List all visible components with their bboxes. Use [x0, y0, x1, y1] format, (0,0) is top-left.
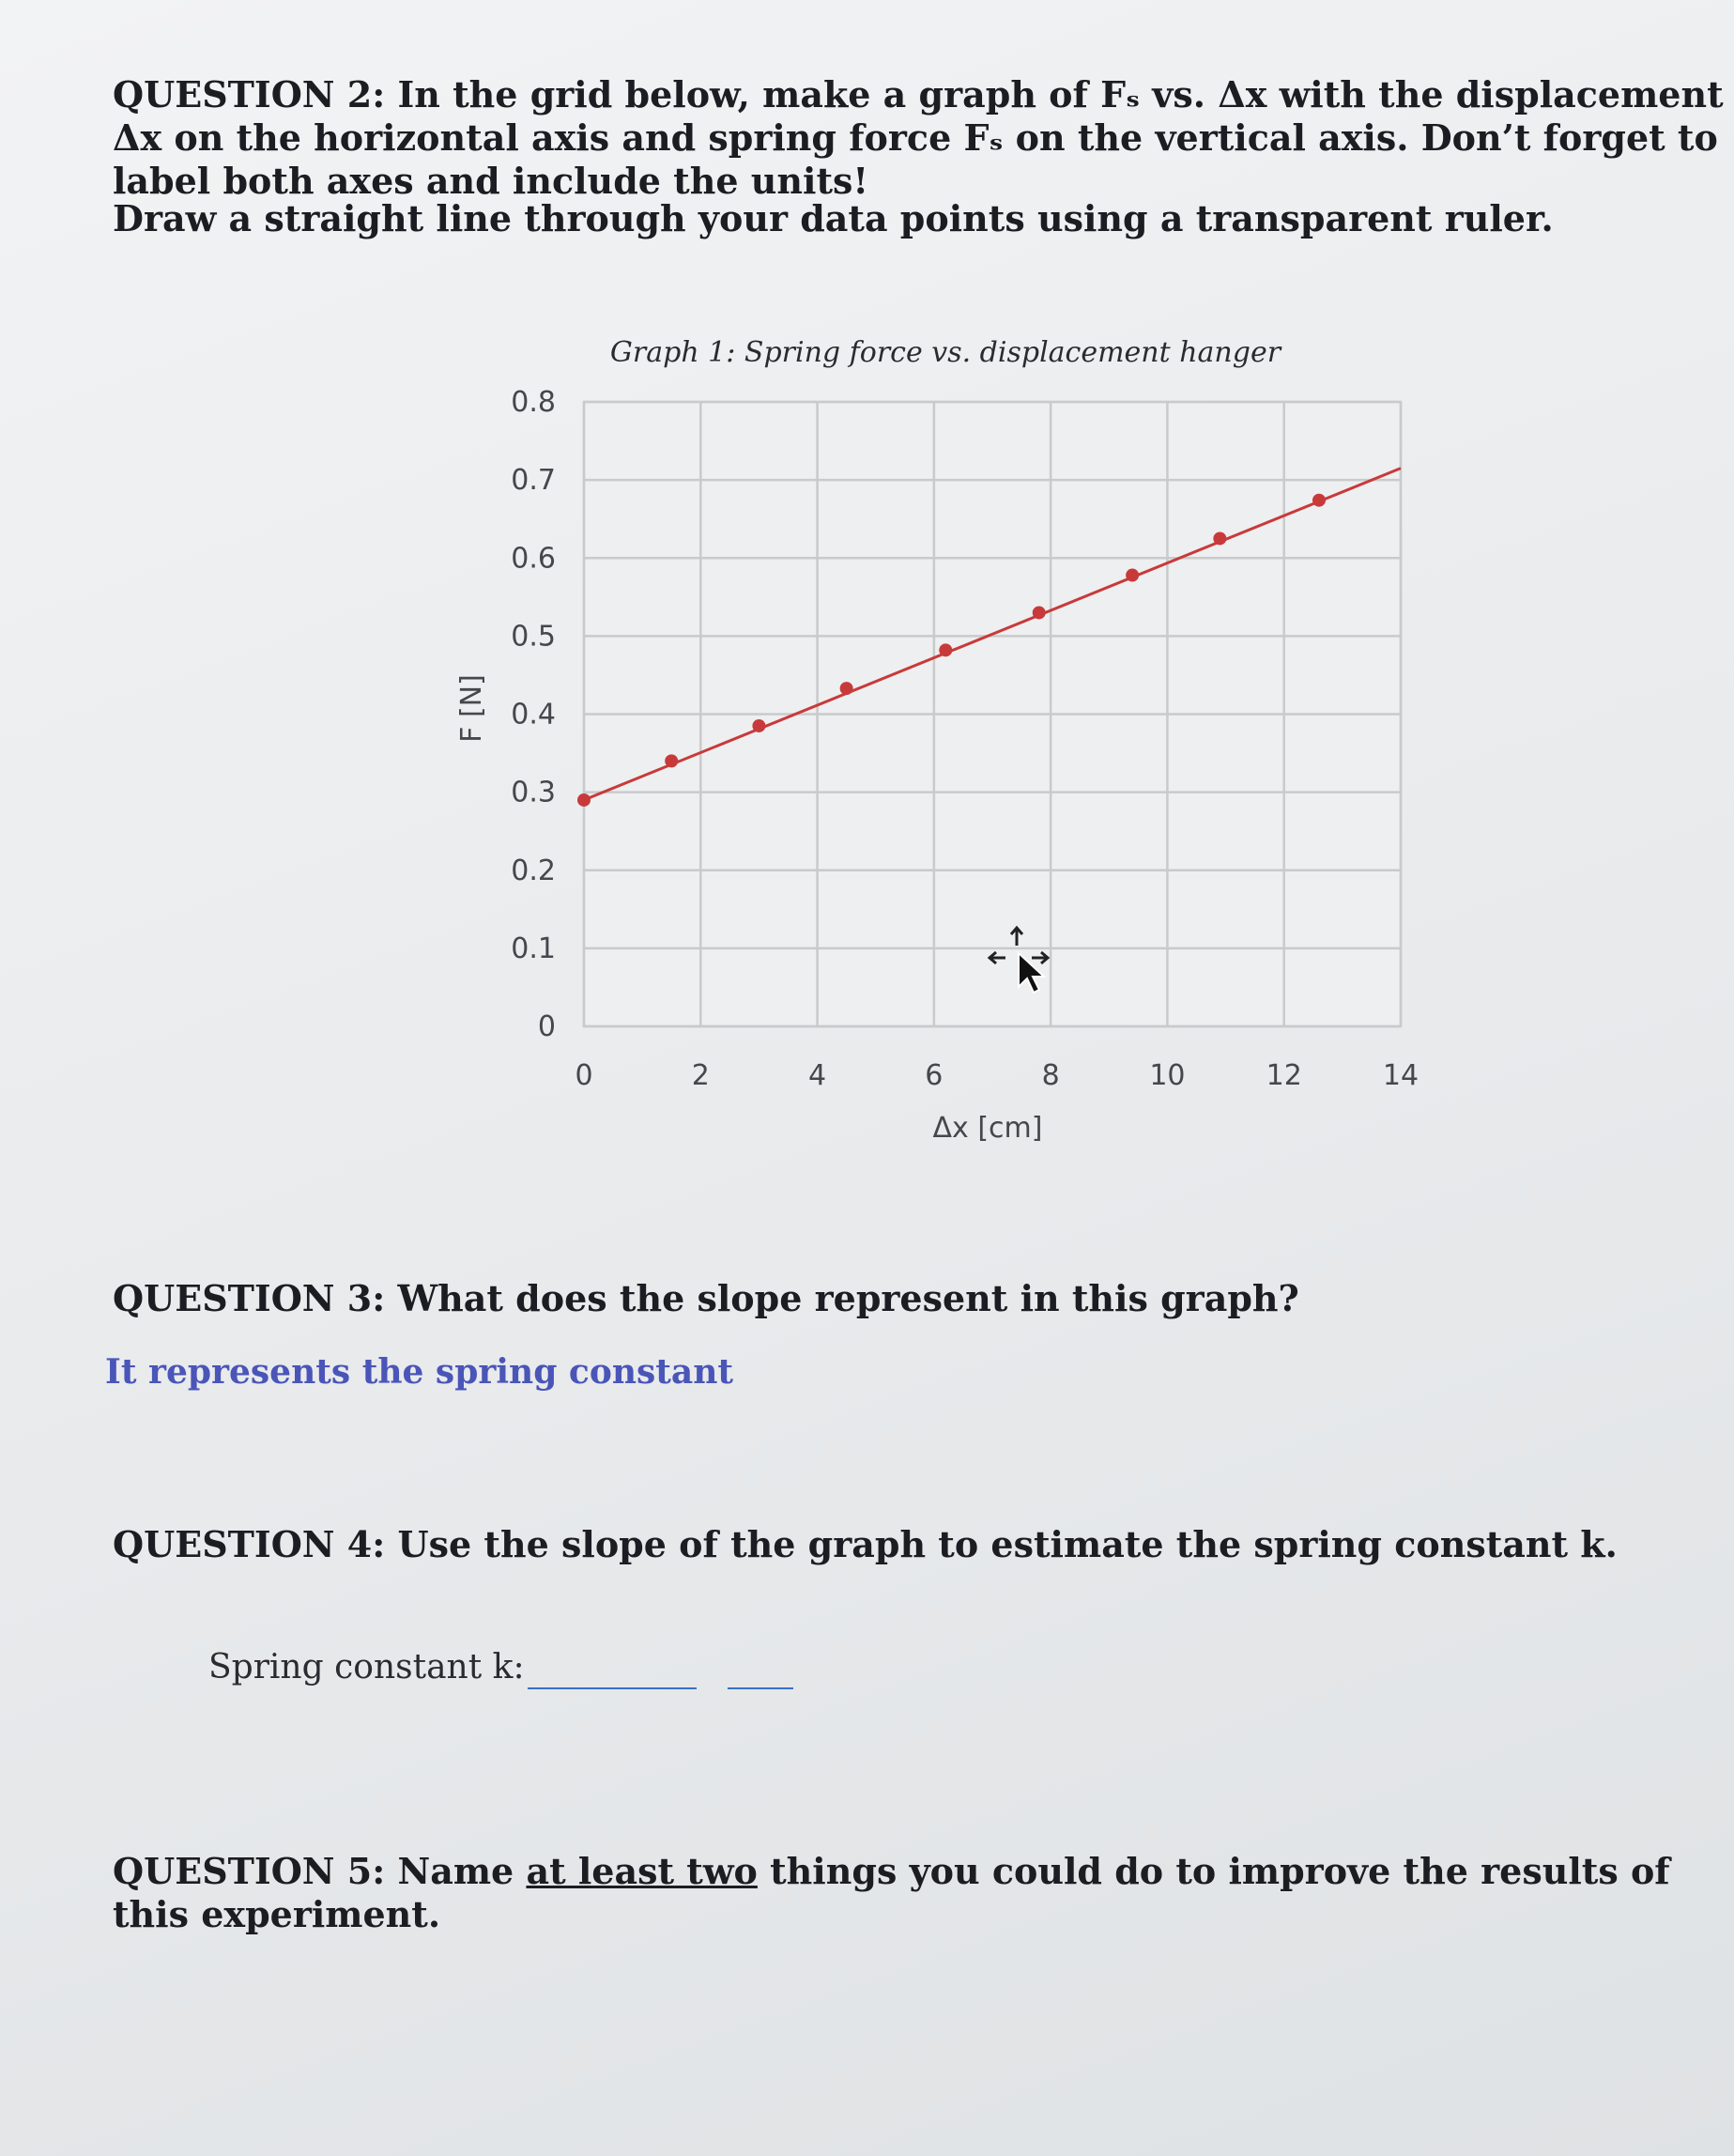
x-tick-label: 2 — [691, 1059, 710, 1092]
question-5-underlined: at least two — [526, 1850, 758, 1892]
question-4-text: Use the slope of the graph to estimate the spring constant k. — [397, 1523, 1618, 1565]
data-point — [1312, 494, 1326, 507]
question-5 — [113, 1850, 1734, 1936]
data-point — [577, 793, 591, 807]
x-tick-label: 6 — [925, 1059, 944, 1092]
x-tick-label: 0 — [575, 1059, 593, 1092]
answer-3-text[interactable]: It represents the spring constant — [105, 1352, 734, 1392]
y-tick-label: 0.1 — [511, 932, 556, 965]
spring-constant-label: Spring constant k: — [208, 1648, 525, 1686]
data-point — [665, 754, 678, 767]
spring-constant-answer-blank[interactable] — [528, 1687, 697, 1689]
x-tick-label: 4 — [808, 1059, 827, 1092]
data-point — [1126, 569, 1139, 582]
y-axis-label: F [N] — [455, 674, 488, 743]
x-tick-label: 14 — [1382, 1059, 1419, 1092]
x-tick-label: 8 — [1041, 1059, 1060, 1092]
data-point — [752, 719, 765, 732]
question-5-label: QUESTION 5: — [113, 1850, 386, 1892]
instruction-text: Draw a straight line through your data points using a transparent ruler. — [113, 197, 1554, 239]
data-point — [1213, 531, 1226, 545]
question-5-text-after: things you could do to improve the results of this experiment. — [113, 1850, 1670, 1935]
question-3-text: What does the slope represent in this graph? — [397, 1277, 1299, 1319]
question-4-label: QUESTION 4: — [113, 1523, 386, 1565]
y-tick-label: 0.3 — [511, 776, 556, 809]
y-tick-label: 0.2 — [511, 854, 556, 887]
x-axis-label: Δx [cm] — [932, 1112, 1043, 1145]
data-point — [939, 643, 952, 656]
chart-title: Graph 1: Spring force vs. displacement hanger — [609, 336, 1281, 369]
y-tick-label: 0.7 — [511, 464, 556, 498]
x-tick-label: 12 — [1266, 1059, 1302, 1092]
y-tick-label: 0.5 — [511, 620, 556, 654]
data-point — [840, 682, 853, 695]
y-tick-label: 0.6 — [511, 542, 556, 576]
question-3 — [113, 1277, 1299, 1320]
question-4 — [113, 1523, 1618, 1566]
y-tick-label: 0 — [537, 1010, 556, 1043]
question-5-text-before: Name — [397, 1850, 514, 1892]
y-tick-label: 0.8 — [511, 386, 556, 419]
question-3-label: QUESTION 3: — [113, 1277, 386, 1319]
y-tick-label: 0.4 — [511, 698, 556, 732]
data-point — [1033, 606, 1046, 619]
question-2-label: QUESTION 2: — [113, 73, 386, 116]
x-tick-label: 10 — [1149, 1059, 1186, 1092]
question-2-text: In the grid below, make a graph of Fₛ vs. Δx with the displacement Δx on the horizontal axis and spring force Fₛ on the vertical axis. Don’t forget to label both axes and include the units! — [113, 73, 1724, 202]
spring-constant-unit-blank[interactable] — [728, 1687, 793, 1689]
